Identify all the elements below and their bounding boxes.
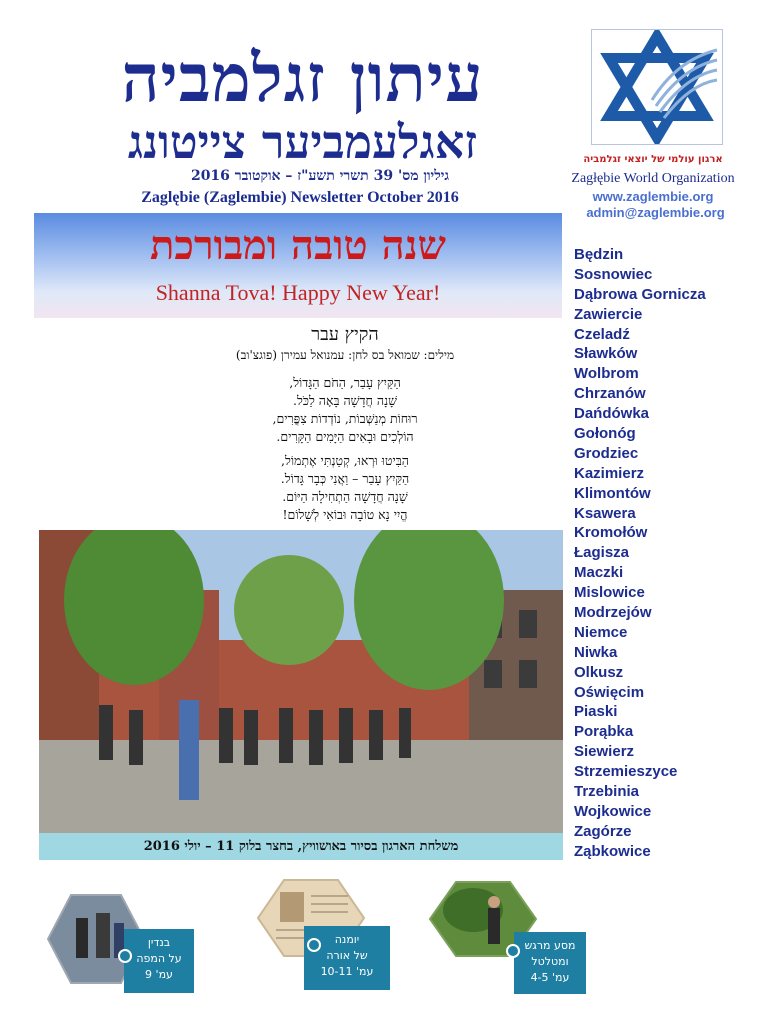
newsletter-title-hebrew: עיתון זגלמביה (121, 39, 484, 117)
connector-dot (307, 938, 321, 952)
connector-dot (118, 949, 132, 963)
town-item: Dańdówka (574, 405, 650, 423)
town-item: Oświęcim (574, 683, 645, 701)
poem-line: הַקַּיִץ עָבַר – וַאֲנִי כְּבָר גָּדוֹל. (280, 471, 410, 486)
town-item: Ksawera (574, 504, 636, 522)
town-item: Niemce (574, 623, 628, 641)
town-item: Sławków (574, 345, 638, 363)
town-item: Kromołów (574, 524, 648, 542)
teaser-text (124, 929, 194, 993)
town-item: Gołonóg (574, 425, 636, 443)
poem-line: הַקַּיִץ עָבַר, הַחֹם הַגָּדוֹל, (289, 375, 401, 390)
teaser-line: על המפה (136, 952, 182, 965)
organization-name-english: Zagłębie World Organization (571, 171, 735, 186)
town-item: Chrzanów (574, 385, 646, 403)
town-item: Wojkowice (574, 802, 652, 820)
group-tour-photo (39, 530, 563, 860)
greeting-hebrew: שנה טובה ומבורכת (150, 222, 446, 269)
town-item: Modrzejów (574, 604, 652, 622)
star-of-david-icon (592, 30, 722, 144)
poem-line: רוּחוֹת מְנַשְּׁבוֹת, נוֹדְדוֹת צִפֳּרִים, (272, 411, 418, 426)
town-item: Wolbrom (574, 365, 639, 383)
email-link[interactable]: admin@zaglembie.org (586, 205, 725, 220)
town-item: Piaski (574, 703, 618, 721)
town-item: Łagisza (574, 544, 630, 562)
teaser-line: בנדין (147, 936, 171, 949)
photo-caption: משלחת הארגון בסיור באושוויץ, בחצר בלוק 11 – יולי 2016 (39, 833, 563, 860)
poem-line: שָׁנָה חֲדָשָׁה בָּאָה לַכֹּל. (293, 393, 397, 408)
teaser-diary[interactable] (256, 878, 406, 993)
teaser-text (304, 926, 390, 990)
teaser-line: עמ' 10-11 (320, 965, 374, 978)
poem-line: שָׁנָה חֲדָשָׁה הַתְחִילָה הַיּוֹם. (282, 489, 408, 504)
town-item: Ząbkowice (574, 842, 651, 860)
poem-credit: מילים: שמואל בס לחן: עמנואל עמירן (פוגצ'וב) (235, 348, 455, 362)
teaser-line: יומנה (334, 933, 360, 946)
town-item: Niwka (574, 643, 618, 661)
town-item: Sosnowiec (574, 265, 653, 283)
connector-dot (506, 944, 520, 958)
teaser-line: עמ' 9 (145, 968, 173, 981)
issue-line-english: Zaglębie (Zaglembie) Newsletter October 2016 (141, 189, 459, 206)
town-item: Zagórze (574, 822, 632, 840)
organization-name-hebrew: ארגון עולמי של יוצאי זגלמביה (583, 154, 723, 165)
poem-line: הַבִּיטוּ וּרְאוּ, קְטַנְתִּי אֶתְמוֹל, (281, 453, 409, 468)
town-item: Będzin (574, 246, 624, 263)
town-item: Porąbka (574, 723, 634, 741)
town-item: Czeladź (574, 325, 630, 343)
town-item: Maczki (574, 564, 624, 582)
teaser-line: עמ' 4-5 (530, 971, 570, 984)
town-item: Dąbrowa Gornicza (574, 285, 706, 303)
teaser-journey[interactable] (428, 880, 588, 990)
newsletter-title-yiddish: זאגלעמביער צייטונג (127, 115, 478, 169)
town-list (574, 245, 706, 862)
town-item: Zawiercie (574, 305, 643, 323)
teaser-text (514, 932, 586, 994)
organization-logo (591, 29, 723, 145)
poem-line: הוֹלְכִים וּבָאִים הַיָּמִים הַקָּרִים. (276, 429, 414, 444)
poem-title: הקיץ עבר (311, 324, 379, 345)
teaser-line: ומטלטל (531, 955, 569, 968)
town-item: Mislowice (574, 584, 645, 602)
teaser-line: מסע מרגש (524, 939, 576, 952)
town-item: Trzebinia (574, 783, 640, 801)
issue-line-hebrew: גיליון מס' 39 תשרי תשע"ז – אוקטובר 2016 (190, 168, 450, 184)
town-item: Olkusz (574, 663, 624, 681)
town-item: Grodziec (574, 444, 639, 462)
teaser-bedzin[interactable] (46, 893, 196, 993)
town-item: Siewierz (574, 743, 635, 761)
website-link[interactable]: www.zaglembie.org (592, 189, 714, 204)
town-item: Klimontów (574, 484, 651, 502)
poem-line: הֱיִי נָא טוֹבָה וּבוֹאִי לְשָׁלוֹם! (282, 507, 408, 522)
town-item: Kazimierz (574, 464, 645, 482)
greeting-english: Shanna Tova! Happy New Year! (155, 280, 441, 305)
teaser-line: של אורה (326, 949, 368, 962)
town-item: Strzemieszyce (574, 763, 678, 781)
